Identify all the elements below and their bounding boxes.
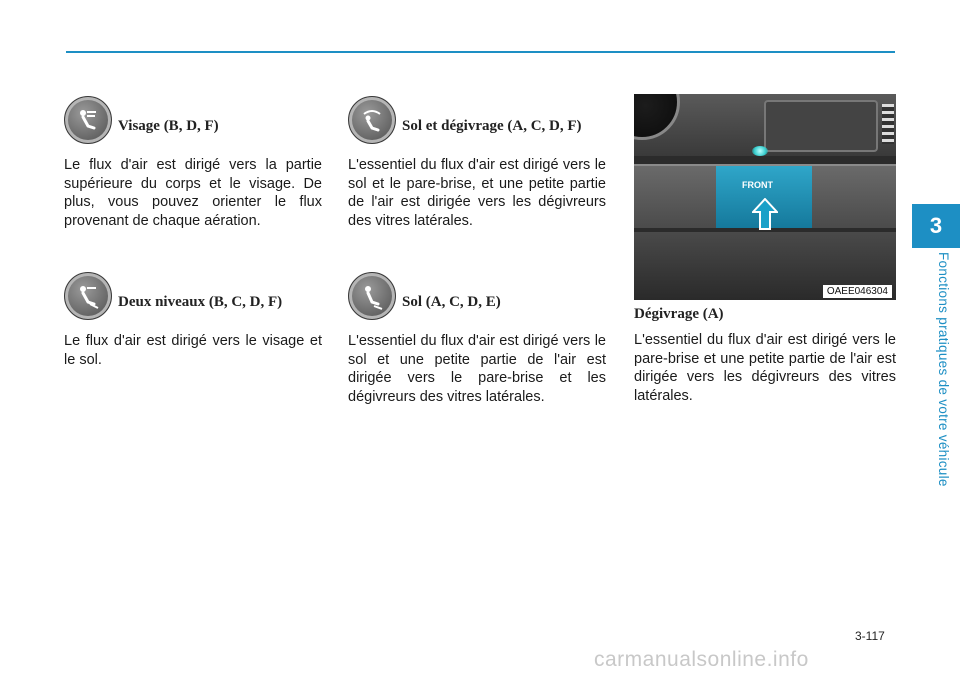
chapter-tab: [912, 204, 960, 248]
front-button-label: FRONT: [742, 180, 773, 190]
vent-floor-icon: [348, 272, 396, 320]
chapter-title: Fonctions pratiques de votre véhicule: [936, 252, 951, 487]
mode-floor-defrost-text: L'essentiel du flux d'air est dirigé vers le sol et le pare-brise, et une petite partie de l'air est dirigée vers les dégivreurs des vitres latérales.: [348, 157, 606, 229]
column-middle: [348, 94, 606, 406]
mode-floor-defrost: [348, 94, 606, 230]
defrost-button-photo: [634, 94, 896, 300]
vent-floor-defrost-icon: [348, 96, 396, 144]
mode-face: [64, 94, 322, 230]
mode-floor: [348, 270, 606, 406]
figure-code: OAEE046304: [823, 285, 892, 298]
pointer-arrow-icon: [752, 198, 778, 230]
mode-face-text: Le flux d'air est dirigé vers la partie supérieure du corps et le visage. De plus, vous pouvez orienter le flux provenant de chaque aération.: [64, 157, 322, 229]
column-right: [634, 94, 896, 405]
page-number: 3-117: [855, 629, 885, 643]
header-rule: [66, 51, 895, 53]
mode-bilevel-title: Deux niveaux (B, C, D, F): [118, 293, 283, 310]
mode-floor-title: Sol (A, C, D, E): [402, 293, 501, 310]
mode-bilevel: [64, 270, 322, 369]
column-left: [64, 94, 322, 369]
mode-bilevel-text: Le flux d'air est dirigé vers le visage et le sol.: [64, 333, 322, 368]
mode-floor-text: L'essentiel du flux d'air est dirigé vers le sol et une petite partie de l'air est dirigée vers le pare-brise et les dégivreurs des vitres latérales.: [348, 333, 606, 405]
mode-face-title: Visage (B, D, F): [118, 117, 219, 134]
vent-bilevel-icon: [64, 272, 112, 320]
air-vent: [882, 104, 894, 144]
chapter-number: 3: [929, 213, 943, 238]
vent-face-icon: [64, 96, 112, 144]
defrost-title: Dégivrage (A): [634, 306, 724, 322]
indicator-light: [752, 146, 768, 156]
defrost-text: L'essentiel du flux d'air est dirigé vers le pare-brise et une petite partie de l'air est dirigée vers les dégivreurs des vitres latérales.: [634, 332, 896, 404]
watermark: carmanualsonline.info: [594, 648, 809, 671]
mode-floor-defrost-title: Sol et dégivrage (A, C, D, F): [402, 117, 582, 134]
